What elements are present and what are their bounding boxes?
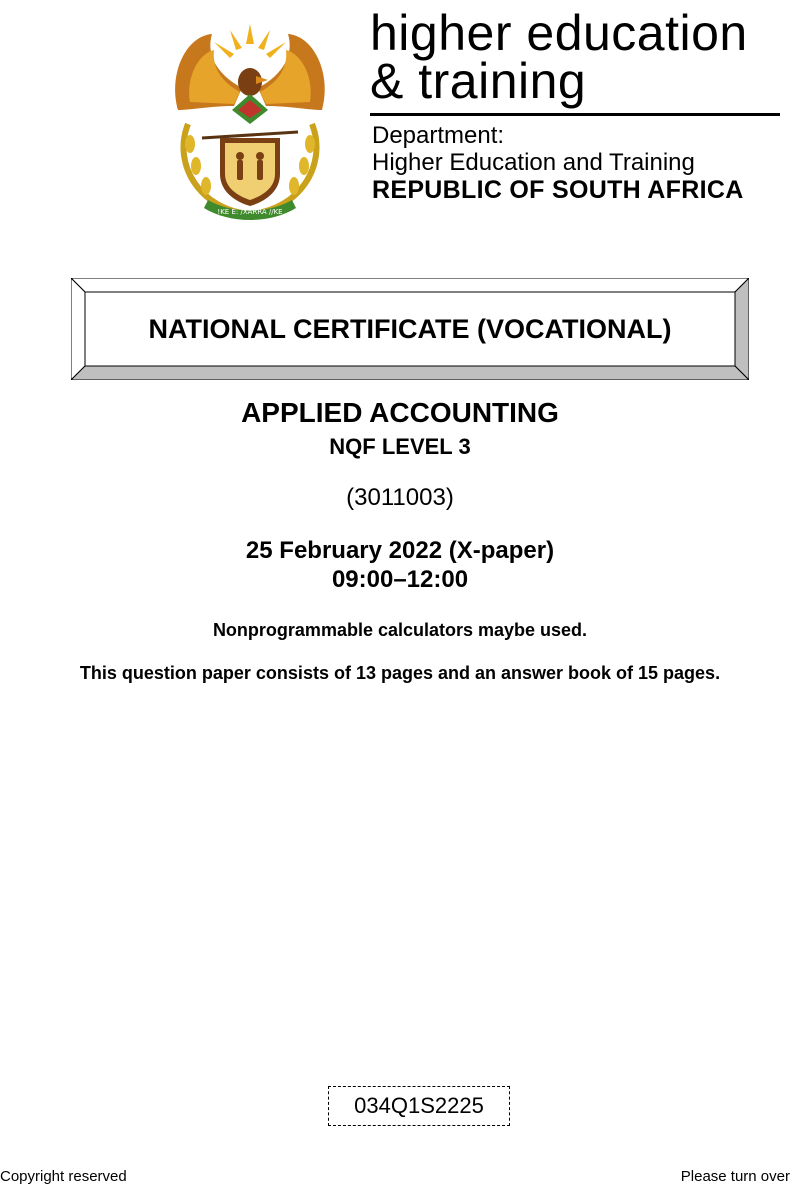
exam-date: 25 February 2022 (X-paper) [245, 537, 555, 564]
exam-time: 09:00–12:00 [331, 566, 469, 593]
department-label: Department: [372, 122, 505, 149]
calculator-instruction: Nonprogrammable calculators maybe used. [212, 620, 588, 640]
paper-id-box [328, 1086, 510, 1126]
footer-turn-over: Please turn over [680, 1168, 790, 1185]
country-name: REPUBLIC OF SOUTH AFRICA [372, 176, 744, 204]
page-count-instruction: This question paper consists of 13 pages and an answer book of 15 pages. [79, 663, 721, 683]
department-name: Higher Education and Training [372, 149, 695, 176]
svg-text:!KE E: /XARRA //KE: !KE E: /XARRA //KE [217, 208, 283, 216]
subject-code: (3011003) [346, 484, 454, 511]
paper-id: 034Q1S2225 [354, 1093, 484, 1118]
subject-title: APPLIED ACCOUNTING [241, 397, 559, 428]
header-divider [370, 113, 780, 116]
brand-line-higher-education: higher education [370, 5, 748, 61]
footer-copyright: Copyright reserved [0, 1168, 127, 1185]
nqf-level: NQF LEVEL 3 [329, 434, 471, 459]
certificate-title: NATIONAL CERTIFICATE (VOCATIONAL) [148, 313, 672, 344]
coat-of-arms-icon [160, 14, 340, 226]
brand-line-training: & training [370, 53, 587, 109]
